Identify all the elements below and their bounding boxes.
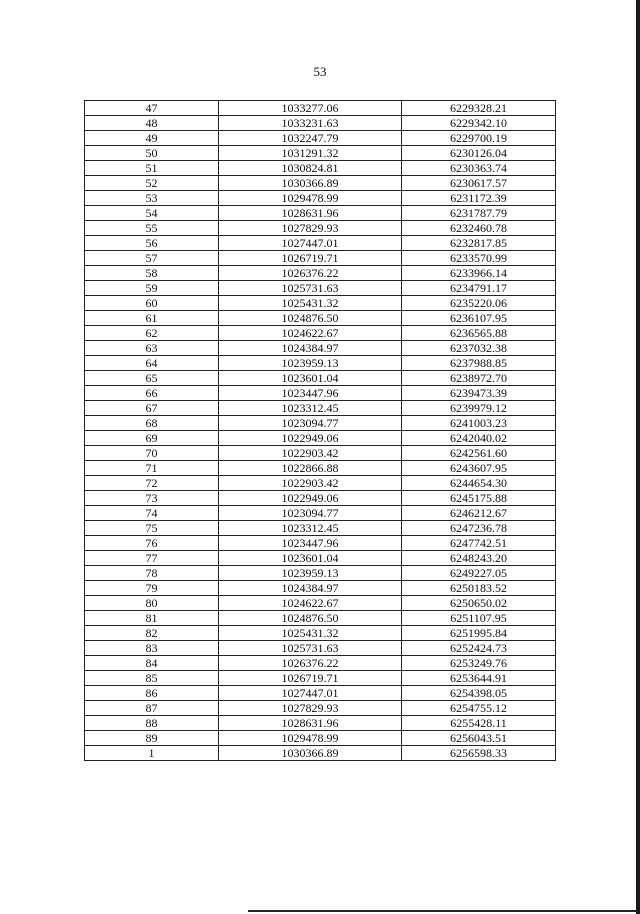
table-row <box>85 266 556 281</box>
x-coordinate-cell: 1026719.71 <box>219 671 402 686</box>
page-number: 53 <box>313 64 327 79</box>
table-row <box>85 551 556 566</box>
x-coordinate-cell: 1029478.99 <box>219 731 402 746</box>
y-coordinate-cell: 6245175.88 <box>402 491 556 506</box>
point-number-cell: 75 <box>85 521 219 536</box>
table-row <box>85 686 556 701</box>
y-coordinate-cell: 6241003.23 <box>402 416 556 431</box>
y-coordinate-cell: 6250183.52 <box>402 581 556 596</box>
y-coordinate-cell: 6229700.19 <box>402 131 556 146</box>
point-number-cell: 66 <box>85 386 219 401</box>
table-row <box>85 491 556 506</box>
point-number-cell: 68 <box>85 416 219 431</box>
x-coordinate-cell: 1025431.32 <box>219 296 402 311</box>
table-row <box>85 701 556 716</box>
point-number-cell: 83 <box>85 641 219 656</box>
y-coordinate-cell: 6229342.10 <box>402 116 556 131</box>
x-coordinate-cell: 1026376.22 <box>219 656 402 671</box>
x-coordinate-cell: 1025431.32 <box>219 626 402 641</box>
y-coordinate-cell: 6243607.95 <box>402 461 556 476</box>
table-row <box>85 281 556 296</box>
point-number-cell: 77 <box>85 551 219 566</box>
point-number-cell: 65 <box>85 371 219 386</box>
point-number-cell: 71 <box>85 461 219 476</box>
point-number-cell: 89 <box>85 731 219 746</box>
point-number-cell: 87 <box>85 701 219 716</box>
table-row <box>85 596 556 611</box>
point-number-cell: 1 <box>85 746 219 761</box>
table-row <box>85 716 556 731</box>
table-row <box>85 326 556 341</box>
point-number-cell: 54 <box>85 206 219 221</box>
x-coordinate-cell: 1022949.06 <box>219 491 402 506</box>
point-number-cell: 58 <box>85 266 219 281</box>
x-coordinate-cell: 1023312.45 <box>219 401 402 416</box>
table-row <box>85 536 556 551</box>
y-coordinate-cell: 6251107.95 <box>402 611 556 626</box>
point-number-cell: 55 <box>85 221 219 236</box>
table-row <box>85 656 556 671</box>
x-coordinate-cell: 1023312.45 <box>219 521 402 536</box>
x-coordinate-cell: 1026719.71 <box>219 251 402 266</box>
point-number-cell: 73 <box>85 491 219 506</box>
y-coordinate-cell: 6237032.38 <box>402 341 556 356</box>
x-coordinate-cell: 1023094.77 <box>219 416 402 431</box>
table-row <box>85 746 556 761</box>
y-coordinate-cell: 6237988.85 <box>402 356 556 371</box>
point-number-cell: 57 <box>85 251 219 266</box>
table-row <box>85 221 556 236</box>
table-row <box>85 341 556 356</box>
y-coordinate-cell: 6233966.14 <box>402 266 556 281</box>
y-coordinate-cell: 6233570.99 <box>402 251 556 266</box>
y-coordinate-cell: 6256598.33 <box>402 746 556 761</box>
y-coordinate-cell: 6250650.02 <box>402 596 556 611</box>
table-row <box>85 296 556 311</box>
x-coordinate-cell: 1029478.99 <box>219 191 402 206</box>
point-number-cell: 51 <box>85 161 219 176</box>
x-coordinate-cell: 1033277.06 <box>219 101 402 116</box>
point-number-cell: 61 <box>85 311 219 326</box>
x-coordinate-cell: 1027829.93 <box>219 701 402 716</box>
point-number-cell: 76 <box>85 536 219 551</box>
y-coordinate-cell: 6252424.73 <box>402 641 556 656</box>
x-coordinate-cell: 1028631.96 <box>219 206 402 221</box>
point-number-cell: 69 <box>85 431 219 446</box>
y-coordinate-cell: 6232460.78 <box>402 221 556 236</box>
x-coordinate-cell: 1024622.67 <box>219 326 402 341</box>
y-coordinate-cell: 6230363.74 <box>402 161 556 176</box>
x-coordinate-cell: 1023447.96 <box>219 536 402 551</box>
x-coordinate-cell: 1022903.42 <box>219 446 402 461</box>
x-coordinate-cell: 1024384.97 <box>219 341 402 356</box>
y-coordinate-cell: 6242040.02 <box>402 431 556 446</box>
table-row <box>85 371 556 386</box>
x-coordinate-cell: 1023447.96 <box>219 386 402 401</box>
x-coordinate-cell: 1024876.50 <box>219 611 402 626</box>
point-number-cell: 85 <box>85 671 219 686</box>
y-coordinate-cell: 6230126.04 <box>402 146 556 161</box>
point-number-cell: 62 <box>85 326 219 341</box>
y-coordinate-cell: 6229328.21 <box>402 101 556 116</box>
table-row <box>85 731 556 746</box>
y-coordinate-cell: 6254755.12 <box>402 701 556 716</box>
x-coordinate-cell: 1023959.13 <box>219 566 402 581</box>
table-row <box>85 191 556 206</box>
x-coordinate-cell: 1024384.97 <box>219 581 402 596</box>
table-row <box>85 611 556 626</box>
table-row <box>85 626 556 641</box>
point-number-cell: 49 <box>85 131 219 146</box>
x-coordinate-cell: 1032247.79 <box>219 131 402 146</box>
point-number-cell: 70 <box>85 446 219 461</box>
point-number-cell: 79 <box>85 581 219 596</box>
x-coordinate-cell: 1022866.88 <box>219 461 402 476</box>
table-row <box>85 431 556 446</box>
table-row <box>85 641 556 656</box>
point-number-cell: 60 <box>85 296 219 311</box>
x-coordinate-cell: 1023601.04 <box>219 371 402 386</box>
page-edge <box>636 0 640 914</box>
table-row <box>85 236 556 251</box>
point-number-cell: 52 <box>85 176 219 191</box>
point-number-cell: 50 <box>85 146 219 161</box>
table-row <box>85 446 556 461</box>
point-number-cell: 53 <box>85 191 219 206</box>
y-coordinate-cell: 6246212.67 <box>402 506 556 521</box>
y-coordinate-cell: 6236107.95 <box>402 311 556 326</box>
x-coordinate-cell: 1025731.63 <box>219 641 402 656</box>
x-coordinate-cell: 1030366.89 <box>219 746 402 761</box>
table-row <box>85 506 556 521</box>
x-coordinate-cell: 1031291.32 <box>219 146 402 161</box>
y-coordinate-cell: 6247742.51 <box>402 536 556 551</box>
y-coordinate-cell: 6247236.78 <box>402 521 556 536</box>
x-coordinate-cell: 1024622.67 <box>219 596 402 611</box>
x-coordinate-cell: 1023601.04 <box>219 551 402 566</box>
point-number-cell: 86 <box>85 686 219 701</box>
x-coordinate-cell: 1027447.01 <box>219 236 402 251</box>
y-coordinate-cell: 6231787.79 <box>402 206 556 221</box>
table-row <box>85 671 556 686</box>
x-coordinate-cell: 1030366.89 <box>219 176 402 191</box>
point-number-cell: 82 <box>85 626 219 641</box>
x-coordinate-cell: 1022949.06 <box>219 431 402 446</box>
y-coordinate-cell: 6238972.70 <box>402 371 556 386</box>
y-coordinate-cell: 6255428.11 <box>402 716 556 731</box>
point-number-cell: 78 <box>85 566 219 581</box>
x-coordinate-cell: 1027447.01 <box>219 686 402 701</box>
table-row <box>85 176 556 191</box>
point-number-cell: 72 <box>85 476 219 491</box>
x-coordinate-cell: 1024876.50 <box>219 311 402 326</box>
table-row <box>85 311 556 326</box>
y-coordinate-cell: 6253644.91 <box>402 671 556 686</box>
point-number-cell: 67 <box>85 401 219 416</box>
x-coordinate-cell: 1028631.96 <box>219 716 402 731</box>
y-coordinate-cell: 6231172.39 <box>402 191 556 206</box>
coordinates-table <box>84 100 556 761</box>
point-number-cell: 48 <box>85 116 219 131</box>
table-row <box>85 101 556 116</box>
table-row <box>85 116 556 131</box>
x-coordinate-cell: 1030824.81 <box>219 161 402 176</box>
bottom-rule <box>248 910 640 912</box>
point-number-cell: 74 <box>85 506 219 521</box>
x-coordinate-cell: 1026376.22 <box>219 266 402 281</box>
table-row <box>85 461 556 476</box>
table-row <box>85 161 556 176</box>
y-coordinate-cell: 6249227.05 <box>402 566 556 581</box>
x-coordinate-cell: 1027829.93 <box>219 221 402 236</box>
point-number-cell: 64 <box>85 356 219 371</box>
table-row <box>85 566 556 581</box>
table-row <box>85 356 556 371</box>
table-row <box>85 131 556 146</box>
y-coordinate-cell: 6234791.17 <box>402 281 556 296</box>
table-row <box>85 251 556 266</box>
y-coordinate-cell: 6251995.84 <box>402 626 556 641</box>
x-coordinate-cell: 1023094.77 <box>219 506 402 521</box>
y-coordinate-cell: 6242561.60 <box>402 446 556 461</box>
point-number-cell: 59 <box>85 281 219 296</box>
point-number-cell: 84 <box>85 656 219 671</box>
table-row <box>85 476 556 491</box>
y-coordinate-cell: 6239473.39 <box>402 386 556 401</box>
table-row <box>85 386 556 401</box>
y-coordinate-cell: 6254398.05 <box>402 686 556 701</box>
table-row <box>85 206 556 221</box>
table-row <box>85 401 556 416</box>
table-row <box>85 416 556 431</box>
y-coordinate-cell: 6248243.20 <box>402 551 556 566</box>
x-coordinate-cell: 1023959.13 <box>219 356 402 371</box>
coordinates-table-body <box>85 101 556 761</box>
point-number-cell: 81 <box>85 611 219 626</box>
table-row <box>85 521 556 536</box>
x-coordinate-cell: 1025731.63 <box>219 281 402 296</box>
table-row <box>85 146 556 161</box>
y-coordinate-cell: 6236565.88 <box>402 326 556 341</box>
table-row <box>85 581 556 596</box>
y-coordinate-cell: 6230617.57 <box>402 176 556 191</box>
point-number-cell: 63 <box>85 341 219 356</box>
point-number-cell: 88 <box>85 716 219 731</box>
point-number-cell: 80 <box>85 596 219 611</box>
y-coordinate-cell: 6244654.30 <box>402 476 556 491</box>
y-coordinate-cell: 6239979.12 <box>402 401 556 416</box>
y-coordinate-cell: 6253249.76 <box>402 656 556 671</box>
y-coordinate-cell: 6256043.51 <box>402 731 556 746</box>
x-coordinate-cell: 1033231.63 <box>219 116 402 131</box>
x-coordinate-cell: 1022903.42 <box>219 476 402 491</box>
point-number-cell: 56 <box>85 236 219 251</box>
y-coordinate-cell: 6232817.85 <box>402 236 556 251</box>
y-coordinate-cell: 6235220.06 <box>402 296 556 311</box>
point-number-cell: 47 <box>85 101 219 116</box>
